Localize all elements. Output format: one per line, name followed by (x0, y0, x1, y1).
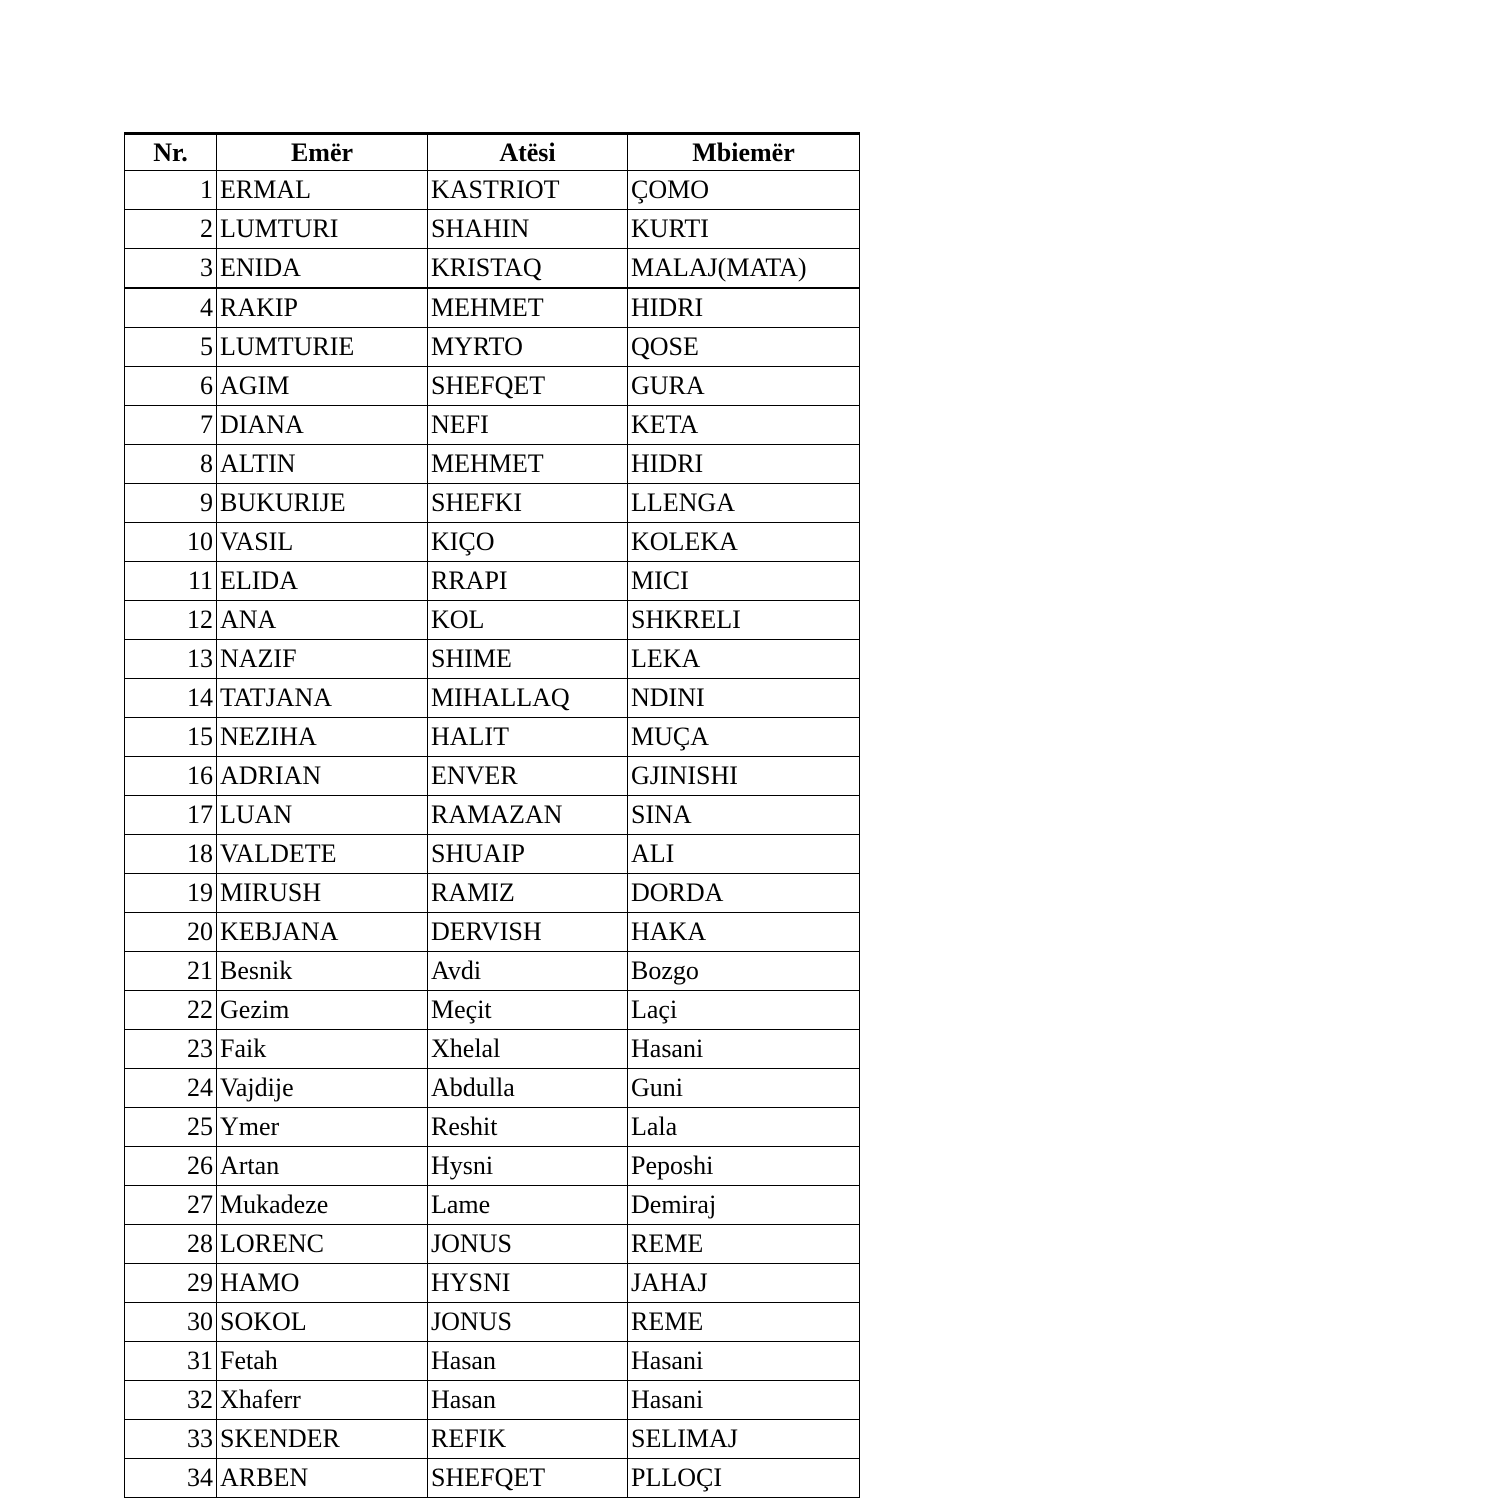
cell-emer: Gezim (217, 991, 428, 1030)
cell-atesi: DERVISH (428, 913, 628, 952)
cell-emer: ERMAL (217, 171, 428, 210)
cell-mbiemer: JAHAJ (628, 1264, 860, 1303)
cell-mbiemer: SHKRELI (628, 601, 860, 640)
cell-nr: 22 (125, 991, 217, 1030)
cell-atesi: SHIME (428, 640, 628, 679)
names-table (124, 132, 860, 1498)
cell-emer: NEZIHA (217, 718, 428, 757)
cell-mbiemer: REME (628, 1225, 860, 1264)
cell-atesi: KASTRIOT (428, 171, 628, 210)
cell-atesi: SHEFKI (428, 484, 628, 523)
cell-mbiemer: Hasani (628, 1030, 860, 1069)
cell-nr: 11 (125, 562, 217, 601)
cell-emer: ALTIN (217, 445, 428, 484)
cell-mbiemer: KETA (628, 406, 860, 445)
cell-emer: TATJANA (217, 679, 428, 718)
cell-atesi: RRAPI (428, 562, 628, 601)
cell-emer: Ymer (217, 1108, 428, 1147)
cell-atesi: MEHMET (428, 445, 628, 484)
cell-emer: ADRIAN (217, 757, 428, 796)
cell-mbiemer: REME (628, 1303, 860, 1342)
cell-emer: ELIDA (217, 562, 428, 601)
table-row (125, 1459, 860, 1498)
cell-atesi: NEFI (428, 406, 628, 445)
cell-emer: Fetah (217, 1342, 428, 1381)
cell-atesi: KRISTAQ (428, 249, 628, 289)
cell-atesi: SHUAIP (428, 835, 628, 874)
cell-emer: LUMTURIE (217, 328, 428, 367)
cell-atesi: RAMAZAN (428, 796, 628, 835)
cell-mbiemer: Hasani (628, 1381, 860, 1420)
cell-nr: 24 (125, 1069, 217, 1108)
cell-emer: Besnik (217, 952, 428, 991)
cell-emer: Vajdije (217, 1069, 428, 1108)
cell-nr: 17 (125, 796, 217, 835)
cell-mbiemer: Demiraj (628, 1186, 860, 1225)
table-row (125, 171, 860, 210)
cell-nr: 5 (125, 328, 217, 367)
cell-nr: 14 (125, 679, 217, 718)
cell-atesi: Meçit (428, 991, 628, 1030)
cell-nr: 23 (125, 1030, 217, 1069)
table-row (125, 796, 860, 835)
cell-nr: 28 (125, 1225, 217, 1264)
cell-mbiemer: GJINISHI (628, 757, 860, 796)
table-row (125, 1303, 860, 1342)
table-row (125, 835, 860, 874)
cell-emer: SKENDER (217, 1420, 428, 1459)
cell-atesi: HALIT (428, 718, 628, 757)
cell-mbiemer: SELIMAJ (628, 1420, 860, 1459)
table-row (125, 718, 860, 757)
cell-nr: 19 (125, 874, 217, 913)
cell-atesi: JONUS (428, 1303, 628, 1342)
cell-mbiemer: NDINI (628, 679, 860, 718)
cell-mbiemer: GURA (628, 367, 860, 406)
cell-nr: 29 (125, 1264, 217, 1303)
cell-nr: 7 (125, 406, 217, 445)
cell-emer: Artan (217, 1147, 428, 1186)
cell-nr: 21 (125, 952, 217, 991)
cell-emer: ENIDA (217, 249, 428, 289)
cell-atesi: Abdulla (428, 1069, 628, 1108)
cell-mbiemer: Laçi (628, 991, 860, 1030)
cell-atesi: JONUS (428, 1225, 628, 1264)
cell-emer: Faik (217, 1030, 428, 1069)
table-row (125, 562, 860, 601)
cell-nr: 12 (125, 601, 217, 640)
table-row (125, 991, 860, 1030)
cell-emer: VASIL (217, 523, 428, 562)
cell-mbiemer: LEKA (628, 640, 860, 679)
cell-atesi: MYRTO (428, 328, 628, 367)
cell-atesi: MIHALLAQ (428, 679, 628, 718)
cell-mbiemer: QOSE (628, 328, 860, 367)
cell-emer: Xhaferr (217, 1381, 428, 1420)
table-row (125, 1381, 860, 1420)
cell-nr: 18 (125, 835, 217, 874)
cell-atesi: Hasan (428, 1342, 628, 1381)
cell-emer: AGIM (217, 367, 428, 406)
table-header-row (125, 134, 860, 171)
table-row (125, 679, 860, 718)
cell-nr: 10 (125, 523, 217, 562)
cell-nr: 31 (125, 1342, 217, 1381)
table-row (125, 640, 860, 679)
table-row (125, 249, 860, 289)
cell-atesi: SHEFQET (428, 367, 628, 406)
cell-mbiemer: Bozgo (628, 952, 860, 991)
cell-atesi: Reshit (428, 1108, 628, 1147)
cell-atesi: RAMIZ (428, 874, 628, 913)
cell-nr: 20 (125, 913, 217, 952)
cell-emer: SOKOL (217, 1303, 428, 1342)
cell-mbiemer: HAKA (628, 913, 860, 952)
cell-mbiemer: KOLEKA (628, 523, 860, 562)
table-row (125, 952, 860, 991)
table-row (125, 288, 860, 328)
cell-atesi: SHAHIN (428, 210, 628, 249)
cell-emer: Mukadeze (217, 1186, 428, 1225)
table-row (125, 1342, 860, 1381)
table-row (125, 210, 860, 249)
cell-nr: 2 (125, 210, 217, 249)
cell-atesi: MEHMET (428, 288, 628, 328)
cell-nr: 3 (125, 249, 217, 289)
cell-nr: 1 (125, 171, 217, 210)
cell-mbiemer: Peposhi (628, 1147, 860, 1186)
cell-mbiemer: HIDRI (628, 445, 860, 484)
cell-mbiemer: KURTI (628, 210, 860, 249)
header-nr: Nr. (125, 134, 217, 171)
cell-mbiemer: Hasani (628, 1342, 860, 1381)
cell-atesi: KOL (428, 601, 628, 640)
cell-atesi: HYSNI (428, 1264, 628, 1303)
cell-nr: 9 (125, 484, 217, 523)
cell-mbiemer: MALAJ(MATA) (628, 249, 860, 289)
table-row (125, 445, 860, 484)
cell-emer: BUKURIJE (217, 484, 428, 523)
cell-emer: ANA (217, 601, 428, 640)
cell-mbiemer: MUÇA (628, 718, 860, 757)
table-row (125, 913, 860, 952)
cell-atesi: Hasan (428, 1381, 628, 1420)
table-row (125, 1186, 860, 1225)
cell-atesi: Avdi (428, 952, 628, 991)
table-row (125, 1264, 860, 1303)
table-row (125, 1108, 860, 1147)
cell-atesi: Xhelal (428, 1030, 628, 1069)
cell-mbiemer: SINA (628, 796, 860, 835)
cell-nr: 16 (125, 757, 217, 796)
cell-atesi: ENVER (428, 757, 628, 796)
cell-atesi: Hysni (428, 1147, 628, 1186)
table-row (125, 1225, 860, 1264)
cell-atesi: Lame (428, 1186, 628, 1225)
cell-nr: 34 (125, 1459, 217, 1498)
cell-nr: 25 (125, 1108, 217, 1147)
cell-nr: 8 (125, 445, 217, 484)
table-row (125, 1030, 860, 1069)
cell-nr: 15 (125, 718, 217, 757)
cell-mbiemer: LLENGA (628, 484, 860, 523)
header-emer: Emër (217, 134, 428, 171)
cell-nr: 4 (125, 288, 217, 328)
table-row (125, 1069, 860, 1108)
cell-emer: ARBEN (217, 1459, 428, 1498)
table-body (125, 171, 860, 1498)
cell-mbiemer: ALI (628, 835, 860, 874)
cell-atesi: REFIK (428, 1420, 628, 1459)
cell-nr: 32 (125, 1381, 217, 1420)
table-row (125, 874, 860, 913)
cell-atesi: SHEFQET (428, 1459, 628, 1498)
cell-nr: 27 (125, 1186, 217, 1225)
cell-mbiemer: HIDRI (628, 288, 860, 328)
cell-nr: 30 (125, 1303, 217, 1342)
cell-nr: 26 (125, 1147, 217, 1186)
table-row (125, 601, 860, 640)
cell-mbiemer: MICI (628, 562, 860, 601)
table-row (125, 757, 860, 796)
cell-emer: LUMTURI (217, 210, 428, 249)
cell-mbiemer: ÇOMO (628, 171, 860, 210)
cell-emer: DIANA (217, 406, 428, 445)
table-row (125, 1147, 860, 1186)
cell-mbiemer: Guni (628, 1069, 860, 1108)
cell-emer: NAZIF (217, 640, 428, 679)
cell-mbiemer: Lala (628, 1108, 860, 1147)
table-row (125, 484, 860, 523)
table-row (125, 523, 860, 562)
table-row (125, 1420, 860, 1459)
cell-emer: KEBJANA (217, 913, 428, 952)
header-atesi: Atësi (428, 134, 628, 171)
header-mbiemer: Mbiemër (628, 134, 860, 171)
table-row (125, 406, 860, 445)
cell-nr: 13 (125, 640, 217, 679)
cell-emer: LORENC (217, 1225, 428, 1264)
table-row (125, 367, 860, 406)
cell-mbiemer: PLLOÇI (628, 1459, 860, 1498)
cell-emer: VALDETE (217, 835, 428, 874)
cell-nr: 33 (125, 1420, 217, 1459)
cell-mbiemer: DORDA (628, 874, 860, 913)
cell-emer: MIRUSH (217, 874, 428, 913)
cell-nr: 6 (125, 367, 217, 406)
cell-emer: HAMO (217, 1264, 428, 1303)
cell-atesi: KIÇO (428, 523, 628, 562)
cell-emer: LUAN (217, 796, 428, 835)
table-row (125, 328, 860, 367)
cell-emer: RAKIP (217, 288, 428, 328)
